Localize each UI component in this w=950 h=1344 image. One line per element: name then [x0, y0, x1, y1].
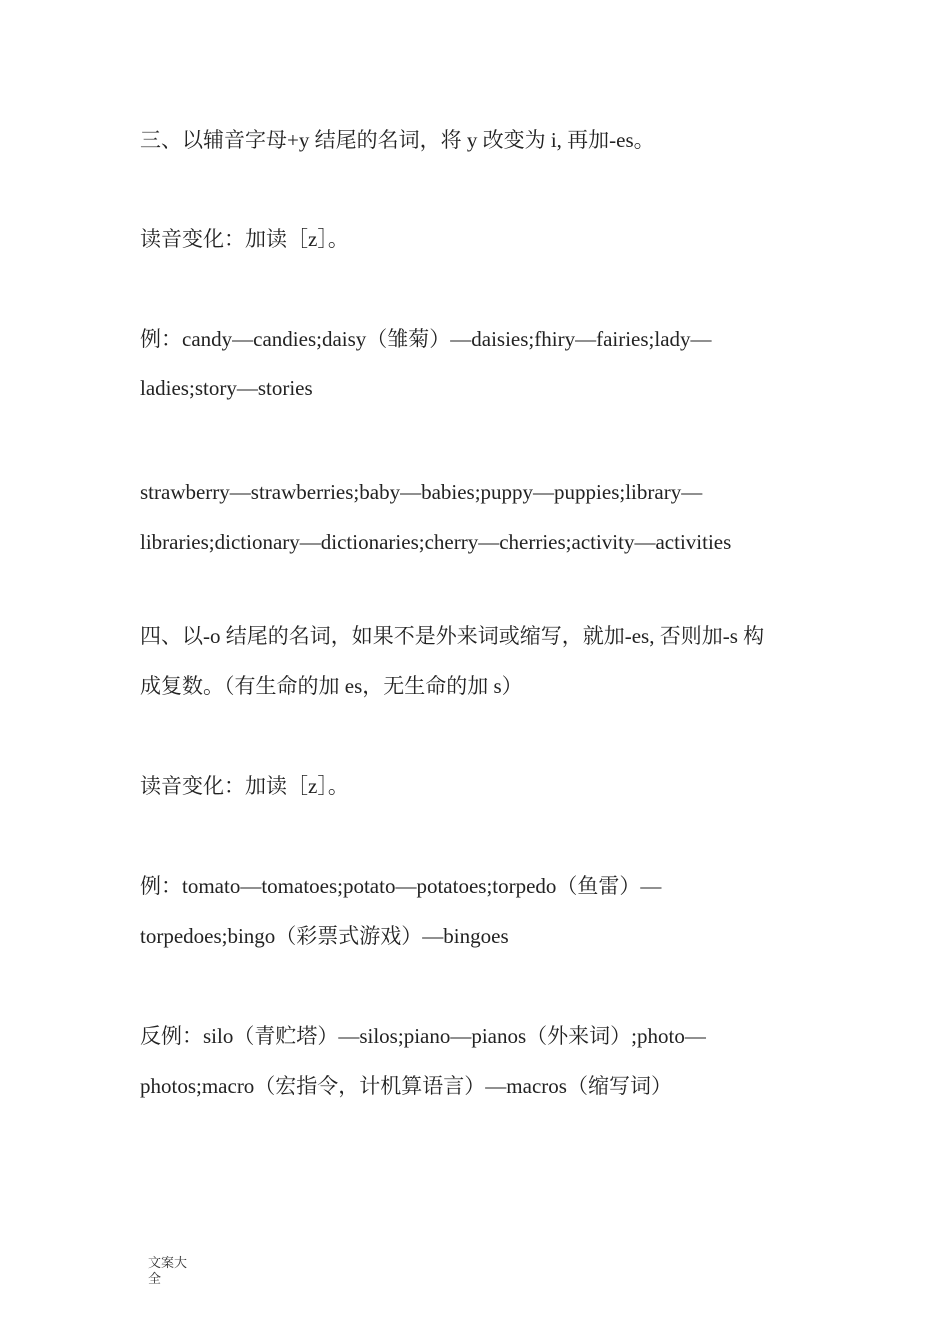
example-line: libraries;dictionary—dictionaries;cherry—cherries;activity—activities [140, 530, 732, 554]
example-line: strawberry—strawberries;baby—babies;puppy—puppies;library— [140, 480, 703, 504]
pronunciation-note: 读音变化：加读［z］。 [140, 227, 349, 251]
counter-example-line: photos;macro（宏指令，计机算语言）—macros（缩写词） [140, 1074, 672, 1098]
section-four-heading: 四、以-o 结尾的名词，如果不是外来词或缩写，就加-es, 否则加-s 构 [140, 624, 765, 648]
pronunciation-note: 读音变化：加读［z］。 [140, 774, 349, 798]
section-four-heading-continued: 成复数。（有生命的加 es，无生命的加 s） [140, 674, 523, 698]
example-line: torpedoes;bingo（彩票式游戏）—bingoes [140, 924, 509, 948]
counter-example-line: 反例：silo（青贮塔）—silos;piano—pianos（外来词）;photo— [140, 1024, 706, 1048]
footer-text: 文案大全 [148, 1256, 188, 1287]
example-line: 例：tomato—tomatoes;potato—potatoes;torpedo（鱼雷）— [140, 874, 662, 898]
section-three-heading: 三、以辅音字母+y 结尾的名词，将 y 改变为 i, 再加-es。 [140, 128, 655, 152]
example-line: 例：candy—candies;daisy（雏菊）—daisies;fhiry—fairies;lady— [140, 327, 712, 351]
example-line: ladies;story—stories [140, 376, 313, 400]
